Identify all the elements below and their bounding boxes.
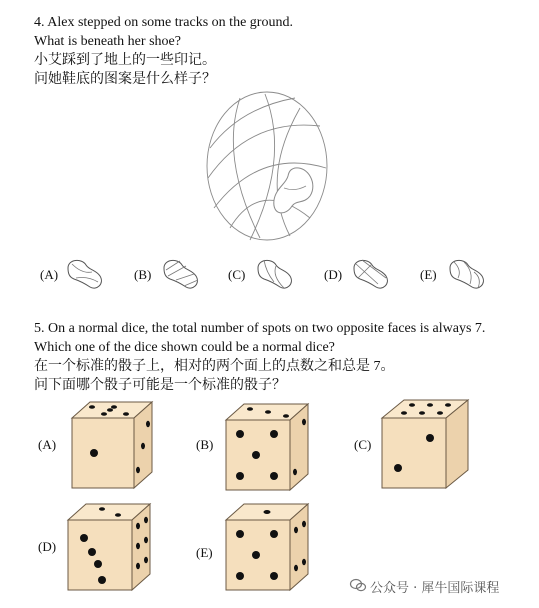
q4-option-e-label: (E) (420, 267, 437, 282)
ground-tracks-image (200, 88, 335, 248)
q5-option-a-label: (A) (38, 437, 57, 452)
q4-option-c-label: (C) (228, 267, 246, 282)
dice-d (62, 500, 154, 592)
q5-option-c-label: (C) (354, 437, 372, 452)
q4-line-3: 小艾踩到了地上的一些印记。 (34, 53, 216, 68)
q4-line-1: 4. Alex stepped on some tracks on the ground. (34, 15, 293, 30)
q5-option-e-label: (E) (196, 545, 213, 560)
q4-option-d-label: (D) (324, 267, 343, 282)
q4-line-4: 问她鞋底的图案是什么样子？ (34, 72, 216, 87)
q5-option-d-label: (D) (38, 539, 57, 554)
q4-option-b-sole (158, 256, 202, 292)
wechat-official-account-icon (350, 578, 366, 592)
q4-option-a-sole (62, 256, 106, 292)
watermark-text: 公众号 · 犀牛国际课程 (370, 581, 500, 596)
q4-option-a-label: (A) (40, 267, 59, 282)
q5-line-3: 在一个标准的骰子上，相对的两个面上的点数之和总是 7。 (34, 359, 395, 374)
q4-option-b-label: (B) (134, 267, 152, 282)
dice-c (378, 396, 472, 490)
q4-option-c-sole (252, 256, 296, 292)
q4-line-2: What is beneath her shoe? (34, 34, 181, 49)
q4-option-e-sole (444, 256, 488, 292)
q5-line-2: Which one of the dice shown could be a normal dice? (34, 340, 335, 355)
q5-line-1: 5. On a normal dice, the total number of spots on two opposite faces is always 7. (34, 321, 486, 336)
dice-a (62, 400, 154, 492)
q5-option-b-label: (B) (196, 437, 214, 452)
q4-option-d-sole (348, 256, 392, 292)
dice-e (220, 500, 312, 592)
q5-line-4: 问下面哪个骰子可能是一个标准的骰子？ (34, 378, 286, 393)
dice-b (220, 400, 312, 492)
